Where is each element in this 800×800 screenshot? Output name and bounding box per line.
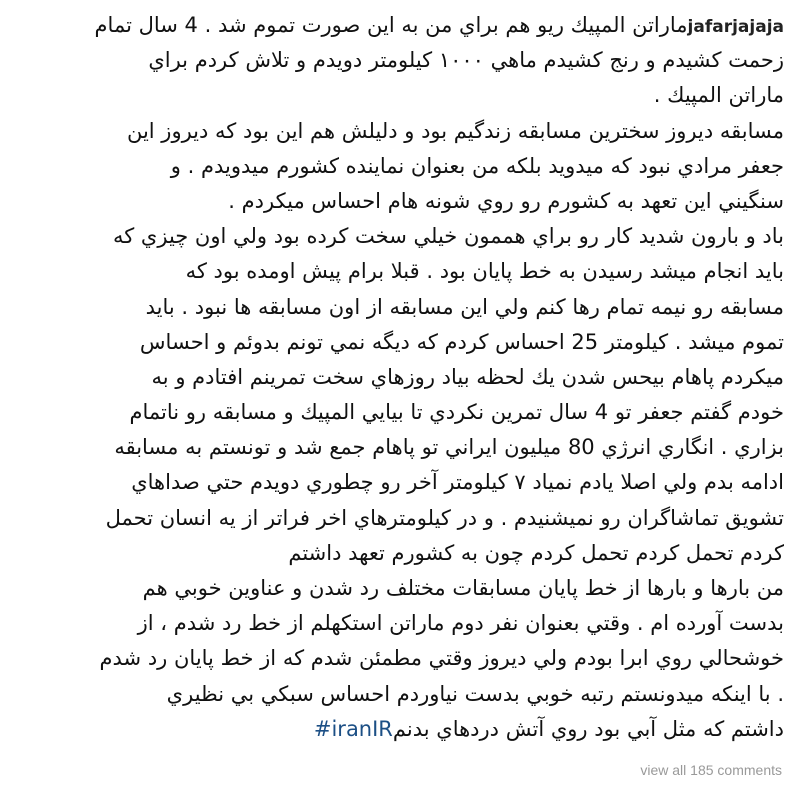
caption-line: كردم تحمل كردم تحمل كردم چون به كشورم تعهد داشتم: [288, 540, 784, 565]
caption-line: ادامه بدم ولي اصلا يادم نمياد ٧ كيلومتر آخر رو چطوري دويدم حتي صداهاي: [131, 470, 784, 495]
caption-text: داشتم كه مثل آبي بود روي آتش دردهاي بدنم: [392, 716, 784, 741]
username-link[interactable]: jafarjajaja: [687, 17, 784, 37]
caption-line: ماراتن المپيك .: [653, 83, 784, 108]
caption-line: ميكردم پاهام بيحس شدن يك لحظه بياد روزهاي سخت تمرينم افتادم و به: [151, 364, 784, 389]
caption-text: ماراتن المپيك ريو هم براي من به اين صورت تموم شد . 4 سال تمام: [94, 13, 688, 37]
post-caption: [14, 8, 784, 747]
caption-line: بايد انجام ميشد رسيدن به خط پايان بود . قبلا برام پيش اومده بود كه: [185, 259, 784, 284]
caption-line: زحمت كشيدم و رنج كشيدم ماهي ١٠٠٠ كيلومتر دويدم و تلاش كردم براي: [148, 48, 784, 73]
caption-line: بزاري . انگاري انرژي 80 ميليون ايراني تو پاهام جمع شد و تونستم به مسابقه: [114, 435, 784, 460]
caption-line: مسابقه ديروز سخترين مسابقه زندگيم بود و دليلش هم اين بود كه ديروز اين: [126, 118, 784, 143]
caption-line: [14, 712, 784, 747]
caption-line: خوشحالي روي ابرا بودم ولي ديروز وقتي مطمئن شدم كه از خط پايان رد شدم: [99, 646, 784, 671]
caption-line: خودم گفتم جعفر تو 4 سال تمرين نكردي تا بيايي المپيك و مسابقه رو ناتمام: [129, 400, 784, 425]
hashtag-link[interactable]: #iranIR: [313, 716, 393, 741]
caption-line: [14, 8, 784, 43]
caption-line: مسابقه رو نيمه تمام رها كنم ولي اين مسابقه از اون مسابقه ها نبود . بايد: [145, 294, 784, 319]
caption-line: تموم ميشد . كيلومتر 25 احساس كردم كه ديگه نمي تونم بدوئم و احساس: [139, 329, 784, 354]
caption-line: تشويق تماشاگران رو نميشنيدم . و در كيلومترهاي اخر فراتر از يه انسان تحمل: [105, 505, 784, 530]
caption-line: سنگيني اين تعهد به كشورم رو روي شونه هام احساس ميكردم .: [228, 188, 784, 213]
view-all-comments-link[interactable]: view all 185 comments: [640, 762, 782, 778]
caption-line: باد و بارون شديد كار رو براي هممون خيلي سخت كرده بود ولي اون چيزي كه: [112, 224, 784, 249]
caption-line: جعفر مرادي نبود كه ميدويد بلكه من بعنوان نماينده كشورم ميدويدم . و: [170, 153, 784, 178]
caption-line: بدست آورده ام . وقتي بعنوان نفر دوم ماراتن استكهلم از خط رد شدم ، از: [137, 611, 784, 636]
caption-line: . با اينكه ميدونستم رتبه خوبي بدست نياوردم احساس سبكي بي نظيري: [166, 681, 784, 706]
caption-line: من بارها و بارها از خط پايان مسابقات مختلف رد شدن و عناوين خوبي هم: [142, 576, 784, 600]
